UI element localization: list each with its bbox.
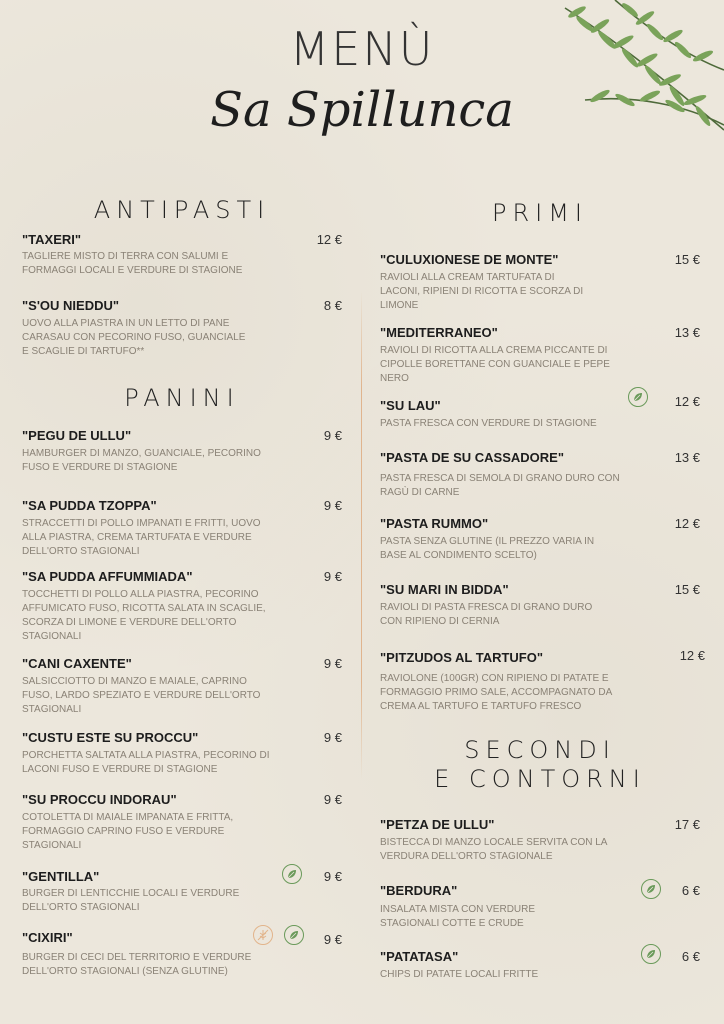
menu-item-name: "PEGU DE ULLU" bbox=[22, 428, 132, 443]
menu-item-name: "CULUXIONESE DE MONTE" bbox=[380, 252, 559, 267]
menu-item-price: 9 € bbox=[323, 569, 342, 584]
menu-item-description: TAGLIERE MISTO DI TERRA CON SALUMI E FORMAGGI LOCALI E VERDURE DI STAGIONE bbox=[22, 251, 243, 276]
menu-item-description: RAVIOLI DI PASTA FRESCA DI GRANO DURO CON RIPIENO DI CERNIA bbox=[380, 602, 593, 627]
menu-item-name: "PATATASA" bbox=[380, 949, 459, 964]
menu-item-description: CHIPS DI PATATE LOCALI FRITTE bbox=[380, 969, 539, 980]
menu-item-description: TOCCHETTI DI POLLO ALLA PIASTRA, PECORINO AFFUMICATO FUSO, RICOTTA SALATA IN SCAGLIE, SCORZA DI LIMONE E VERDURE DELL'ORTO STAGIONALI bbox=[22, 589, 266, 642]
menu-item-description: RAVIOLI ALLA CREAM TARTUFATA DI LACONI, RIPIENI DI RICOTTA E SCORZA DI LIMONE bbox=[380, 272, 584, 311]
menu-item-price: 9 € bbox=[323, 792, 342, 807]
menu-item-name: "SA PUDDA TZOPPA" bbox=[22, 498, 157, 513]
menu-item-description: PASTA SENZA GLUTINE (IL PREZZO VARIA IN BASE AL CONDIMENTO SCELTO) bbox=[380, 536, 595, 561]
menu-item-name: "PITZUDOS AL TARTUFO" bbox=[380, 650, 544, 665]
section-title-antipasti: ANTIPASTI bbox=[93, 196, 271, 224]
menu-item-name: "PASTA RUMMO" bbox=[380, 516, 489, 531]
menu-item-name: "CUSTU ESTE SU PROCCU" bbox=[22, 730, 199, 745]
menu-item-name: "CANI CAXENTE" bbox=[22, 656, 132, 671]
menu-item-price: 9 € bbox=[323, 498, 342, 513]
menu-item-price: 8 € bbox=[323, 298, 342, 313]
menu-item-description: BISTECCA DI MANZO LOCALE SERVITA CON LA VERDURA DELL'ORTO STAGIONALE bbox=[380, 837, 607, 862]
menu-item-name: "SU PROCCU INDORAU" bbox=[22, 792, 177, 807]
menu-item-description: INSALATA MISTA CON VERDURE STAGIONALI COTTE E CRUDE bbox=[380, 904, 536, 929]
menu-item-description: BURGER DI LENTICCHIE LOCALI E VERDURE DELL'ORTO STAGIONALI bbox=[22, 888, 240, 913]
menu-item-name: "GENTILLA" bbox=[22, 869, 100, 884]
menu-item-price: 6 € bbox=[681, 883, 700, 898]
gluten-free-icon bbox=[253, 925, 273, 945]
menu-item-price: 13 € bbox=[674, 325, 700, 340]
menu-item-name: "MEDITERRANEO" bbox=[380, 325, 498, 340]
menu-item-description: RAVIOLI DI RICOTTA ALLA CREMA PICCANTE DI CIPOLLE BORETTANE CON GUANCIALE E PEPE NERO bbox=[380, 345, 610, 384]
menu-item-name: "PETZA DE ULLU" bbox=[380, 817, 495, 832]
menu-item-price: 9 € bbox=[323, 869, 342, 884]
menu-item-price: 9 € bbox=[323, 932, 342, 947]
section-title-primi: PRIMI bbox=[491, 199, 588, 227]
menu-item-price: 15 € bbox=[674, 582, 700, 597]
menu-item-description: COTOLETTA DI MAIALE IMPANATA E FRITTA, FORMAGGIO CAPRINO FUSO E VERDURE STAGIONALI bbox=[22, 812, 234, 851]
menu-item-description: SALSICCIOTTO DI MANZO E MAIALE, CAPRINO FUSO, LARDO SPEZIATO E VERDURE DELL'ORTO STAGIONALI bbox=[22, 676, 261, 715]
menu-item-price: 13 € bbox=[674, 450, 700, 465]
menu-item-name: "BERDURA" bbox=[380, 883, 458, 898]
menu-item-price: 15 € bbox=[674, 252, 700, 267]
menu-item-price: 6 € bbox=[681, 949, 700, 964]
menu-item-price: 9 € bbox=[323, 656, 342, 671]
menu-item-name: "CIXIRI" bbox=[22, 930, 73, 945]
menu-item-name: "S'OU NIEDDU" bbox=[22, 298, 120, 313]
menu-title: MENÙ bbox=[289, 22, 435, 76]
section-title-contorni: E CONTORNI bbox=[434, 765, 646, 793]
menu-item-name: "PASTA DE SU CASSADORE" bbox=[380, 450, 564, 465]
restaurant-name: Sa Spillunca bbox=[210, 82, 514, 138]
menu-item-description: BURGER DI CECI DEL TERRITORIO E VERDURE DELL'ORTO STAGIONALI (SENZA GLUTINE) bbox=[22, 952, 252, 977]
menu-item-name: "SA PUDDA AFFUMMIADA" bbox=[22, 569, 193, 584]
menu-item-price: 12 € bbox=[679, 648, 705, 663]
menu-item-description: UOVO ALLA PIASTRA IN UN LETTO DI PANE CARASAU CON PECORINO FUSO, GUANCIALE E SCAGLIE DI TARTUFO** bbox=[22, 318, 246, 357]
menu-item-description: STRACCETTI DI POLLO IMPANATI E FRITTI, UOVO ALLA PIASTRA, CREMA TARTUFATA E VERDURE DELL'ORTO STAGIONALI bbox=[22, 518, 261, 557]
section-title-secondi: SECONDI bbox=[464, 736, 616, 764]
menu-item-description: RAVIOLONE (100GR) CON RIPIENO DI PATATE E FORMAGGIO PRIMO SALE, ACCOMPAGNATO DA CREMA AL TARTUFO E TARTUFO FRESCO bbox=[380, 673, 612, 712]
column-divider bbox=[361, 290, 362, 780]
menu-item-description: PASTA FRESCA CON VERDURE DI STAGIONE bbox=[380, 418, 597, 429]
menu-item-description: PORCHETTA SALTATA ALLA PIASTRA, PECORINO DI LACONI FUSO E VERDURE DI STAGIONE bbox=[22, 750, 270, 775]
menu-item-price: 17 € bbox=[674, 817, 700, 832]
section-title-panini: PANINI bbox=[124, 384, 240, 412]
menu-item-description: PASTA FRESCA DI SEMOLA DI GRANO DURO CON RAGÙ DI CARNE bbox=[380, 473, 620, 498]
menu-item-price: 9 € bbox=[323, 730, 342, 745]
menu-item-name: "SU LAU" bbox=[380, 398, 441, 413]
menu-item-price: 9 € bbox=[323, 428, 342, 443]
menu-item-name: "SU MARI IN BIDDA" bbox=[380, 582, 509, 597]
menu-item-price: 12 € bbox=[316, 232, 342, 247]
menu-item-description: HAMBURGER DI MANZO, GUANCIALE, PECORINO FUSO E VERDURE DI STAGIONE bbox=[22, 448, 261, 473]
menu-item-name: "TAXERI" bbox=[22, 232, 82, 247]
menu-item-price: 12 € bbox=[674, 516, 700, 531]
menu-item-price: 12 € bbox=[674, 394, 700, 409]
